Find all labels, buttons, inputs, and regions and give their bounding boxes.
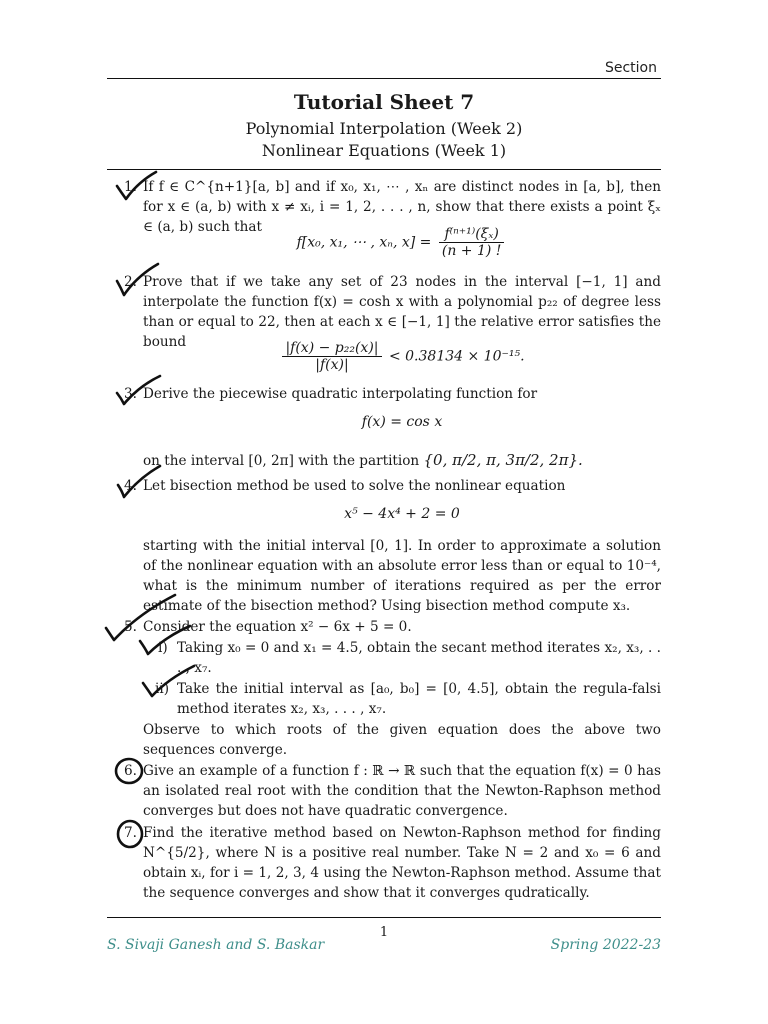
q5-text-2: Observe to which roots of the given equation does the above two sequences converge. [143,722,661,758]
header-rule [107,78,661,79]
q4-equation: x⁵ − 4x⁴ + 2 = 0 [344,506,460,522]
q2-text: Prove that if we take any set of 23 nodes in the interval [−1, 1] and interpolate the function f(x) = cosh x with a polynomial p₂₂ of degree less than or equal to 22, then at each x ∈ [−1, 1] the relative error satisfies the bound [143,274,661,350]
q2-eq-right: < 0.38134 × 10⁻¹⁵. [388,348,525,365]
footer-authors: S. Sivaji Ganesh and S. Baskar [107,937,325,953]
q4-text-2: starting with the initial interval [0, 1]. In order to approximate a solution of the nonlinear equation with an absolute error less than or equal to 10⁻⁴, what is the minimum number of iterations required as per the error estimate of the bisection method? Using bisection method compute x₃. [143,538,661,614]
q5-ii-text: Take the initial interval as [a₀, b₀] = [0, 4.5], obtain the regula-falsi method iterates x₂, x₃, . . . , x₇. [177,681,661,717]
q6-number: 6. [124,763,137,779]
q3-text: Derive the piecewise quadratic interpolating function for [143,386,538,402]
subtitle-1: Polynomial Interpolation (Week 2) [245,119,523,138]
q2-eq-numerator: |f(x) − p₂₂(x)| [282,340,381,357]
q2-equation [143,340,661,373]
q5-i-label: i) [158,640,168,656]
q1-eq-left: f[x₀, x₁, ⋯ , xₙ, x] = [296,234,432,251]
q2-number: 2. [124,274,137,290]
q3-partition-set: {0, π/2, π, 3π/2, 2π}. [423,451,583,469]
q7-text: Find the iterative method based on Newton-Raphson method for finding N^{5/2}, where N is a positive real number. Take N = 2 and x₀ = 6 and obtain xᵢ, for i = 1, 2, 3, 4 using the Newton-Raphson method. Assume that the sequence converges and show that it converges qudratically. [143,825,661,901]
section-label: Section [604,60,657,76]
subtitle-2: Nonlinear Equations (Week 1) [261,141,507,160]
q4-text: Let bisection method be used to solve the nonlinear equation [143,478,566,494]
q5-i-text: Taking x₀ = 0 and x₁ = 4.5, obtain the secant method iterates x₂, x₃, . . . , x₇. [177,640,661,676]
q1-equation [143,226,661,259]
q1-eq-numerator: f⁽ⁿ⁺¹⁾(ξₓ) [439,226,505,243]
q3-partition-line [143,450,661,471]
q3-equation: f(x) = cos x [361,414,443,430]
q3-partition-text: on the interval [0, 2π] with the partition [143,453,420,469]
q1-eq-fraction [439,226,505,259]
q4-number: 4. [124,478,137,494]
page-number: 1 [379,925,389,940]
q7-number: 7. [124,825,137,841]
q1-number: 1. [124,179,137,195]
q6-text: Give an example of a function f : ℝ → ℝ such that the equation f(x) = 0 has an isolated real root with the condition that the Newton-Raphson method converges but does not have quadratic convergence. [143,763,661,819]
q1-eq-denominator: (n + 1) ! [441,243,502,259]
q5-ii-label: ii) [155,681,169,697]
q5-text: Consider the equation x² − 6x + 5 = 0. [143,619,412,635]
footer-term: Spring 2022-23 [550,937,661,953]
q5-number: 5. [124,619,137,635]
q2-eq-denominator: |f(x)| [315,357,349,373]
q1-text: If f ∈ C^{n+1}[a, b] and if x₀, x₁, ⋯ , xₙ are distinct nodes in [a, b], then for x ∈ (a, b) with x ≠ xᵢ, i = 1, 2, . . . , n, show that there exists a point ξₓ ∈ (a, b) such that [143,179,661,235]
title-rule [107,169,661,170]
footer-rule [107,917,661,918]
q2-eq-fraction [282,340,381,373]
q3-number: 3. [124,386,137,402]
page-title: Tutorial Sheet 7 [293,90,475,114]
